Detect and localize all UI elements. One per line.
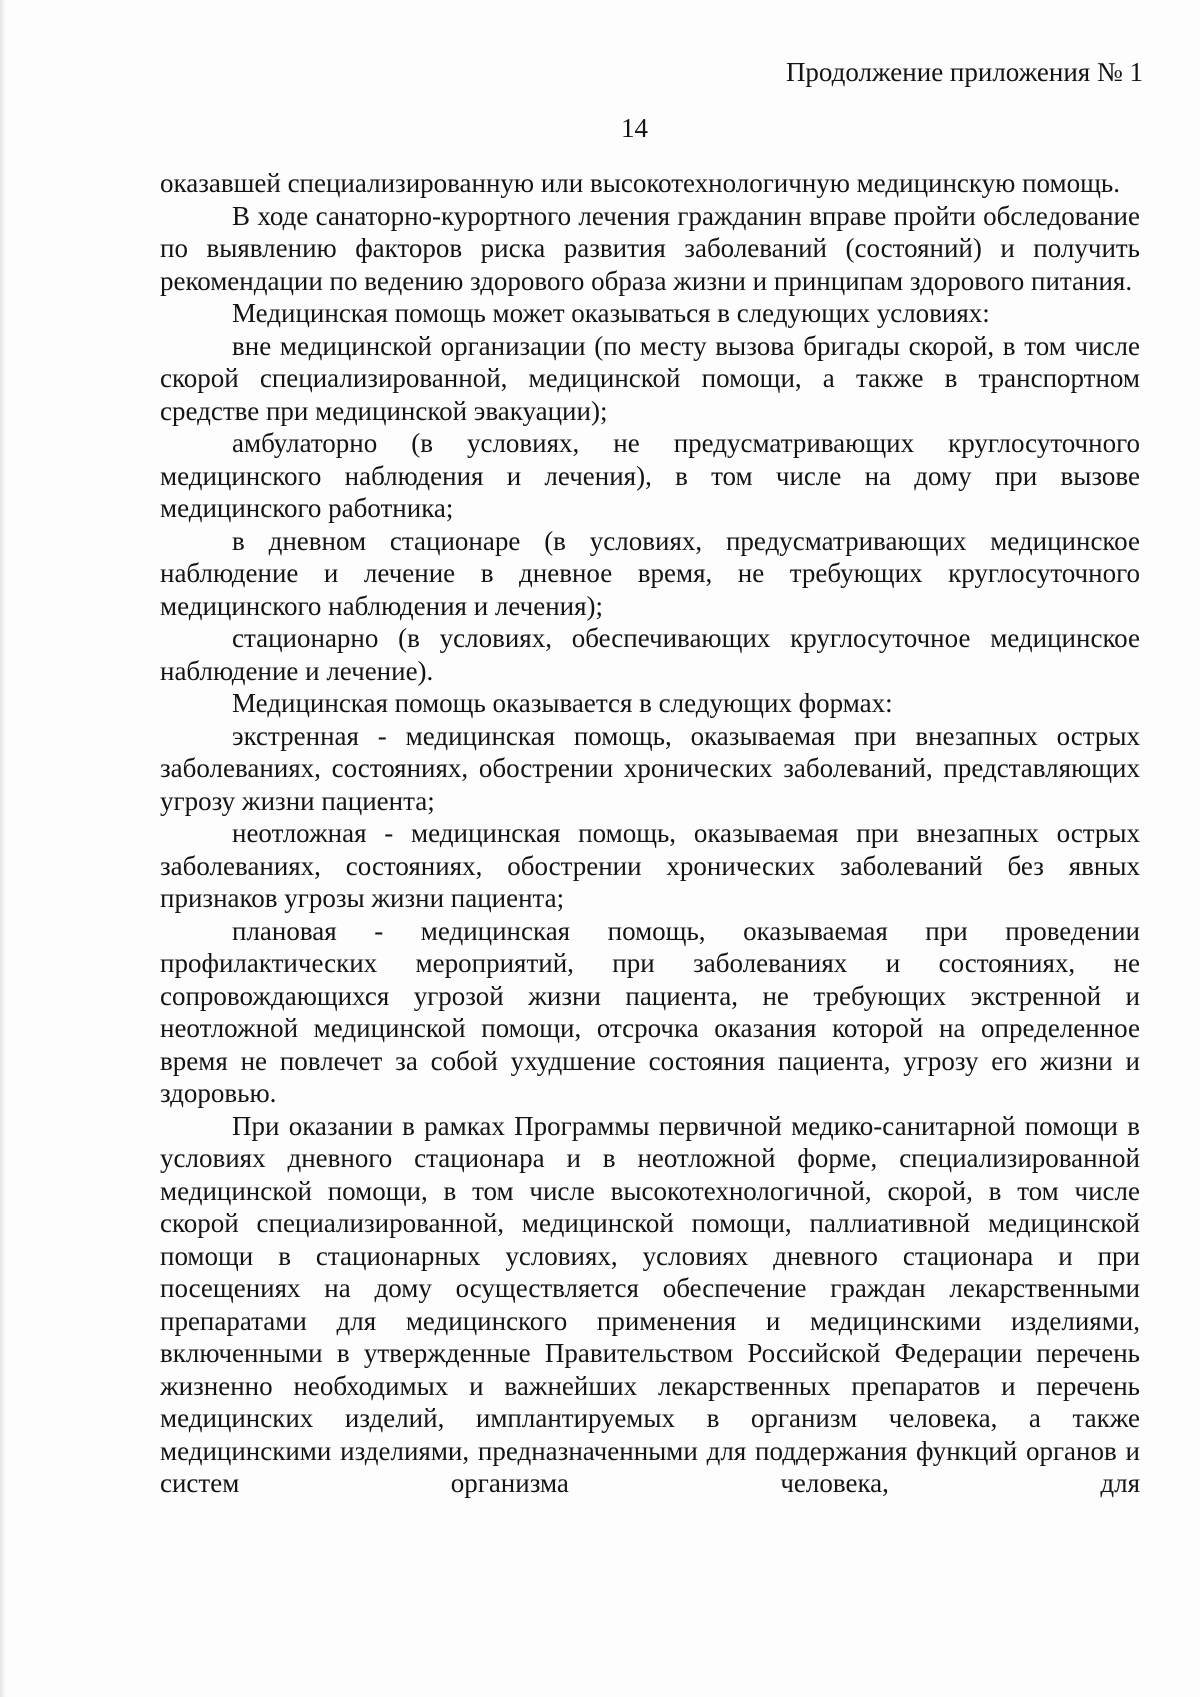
paragraph: Медицинская помощь оказывается в следующих формах:: [232, 688, 893, 718]
paragraph: При оказании в рамках Программы первичной медико-санитарной помощи в условиях дневного стационара и в неотложной форме, специализированной медицинской помощи, в том числе высокотехнологичной, скорой, в том числе скорой специализированной, медицинской помощи, паллиативной медицинской помощи в стационарных условиях, условиях дневного стационара и при посещениях на дому осуществляется обеспечение граждан лекарственными препаратами для медицинского применения и медицинскими изделиями, включенными в утвержденные Правительством Российской Федерации перечень жизненно необходимых и важнейших лекарственных препаратов и перечень медицинских изделий, имплантируемых в организм человека, а также медицинскими изделиями, предназначенными для поддержания функций органов и систем организма человека, для: [160, 1110, 1140, 1498]
paragraph: Медицинская помощь может оказываться в следующих условиях:: [232, 298, 990, 328]
appendix-continuation-header: Продолжение приложения № 1: [785, 57, 1143, 87]
list-item-paragraph: в дневном стационаре (в условиях, предусматривающих медицинское наблюдение и лечение в дневное время, не требующих круглосуточного медицинского наблюдения и лечения);: [160, 525, 1140, 621]
page-number: 14: [621, 113, 648, 143]
list-item-paragraph: амбулаторно (в условиях, не предусматривающих круглосуточного медицинского наблюдения и лечения), в том числе на дому при вызове медицинского работника;: [160, 428, 1140, 523]
scan-edge-shadow: [0, 0, 6, 1697]
document-body: [160, 167, 1140, 1500]
list-item-paragraph: экстренная - медицинская помощь, оказываемая при внезапных острых заболеваниях, состояниях, обострении хронических заболеваний, представляющих угрозу жизни пациента;: [160, 720, 1140, 816]
paragraph: оказавшей специализированную или высокотехнологичную медицинскую помощь.: [160, 168, 1120, 198]
list-item-paragraph: плановая - медицинская помощь, оказываемая при проведении профилактических мероприятий, при заболеваниях и состояниях, не сопровождающихся угрозой жизни пациента, не требующих экстренной и неотложной медицинской помощи, отсрочка оказания которой на определенное время не повлечет за собой ухудшение состояния пациента, угрозу его жизни и здоровью.: [160, 915, 1140, 1108]
list-item-paragraph: неотложная - медицинская помощь, оказываемая при внезапных острых заболеваниях, состояниях, обострении хронических заболеваний без явных признаков угрозы жизни пациента;: [160, 818, 1140, 913]
paragraph: В ходе санаторно-курортного лечения гражданин вправе пройти обследование по выявлению факторов риска развития заболеваний (состояний) и получить рекомендации по ведению здорового образа жизни и принципам здорового питания.: [160, 200, 1140, 296]
list-item-paragraph: стационарно (в условиях, обеспечивающих круглосуточное медицинское наблюдение и лечение).: [160, 623, 1140, 686]
list-item-paragraph: вне медицинской организации (по месту вызова бригады скорой, в том числе скорой специализированной, медицинской помощи, а также в транспортном средстве при медицинской эвакуации);: [160, 330, 1140, 426]
